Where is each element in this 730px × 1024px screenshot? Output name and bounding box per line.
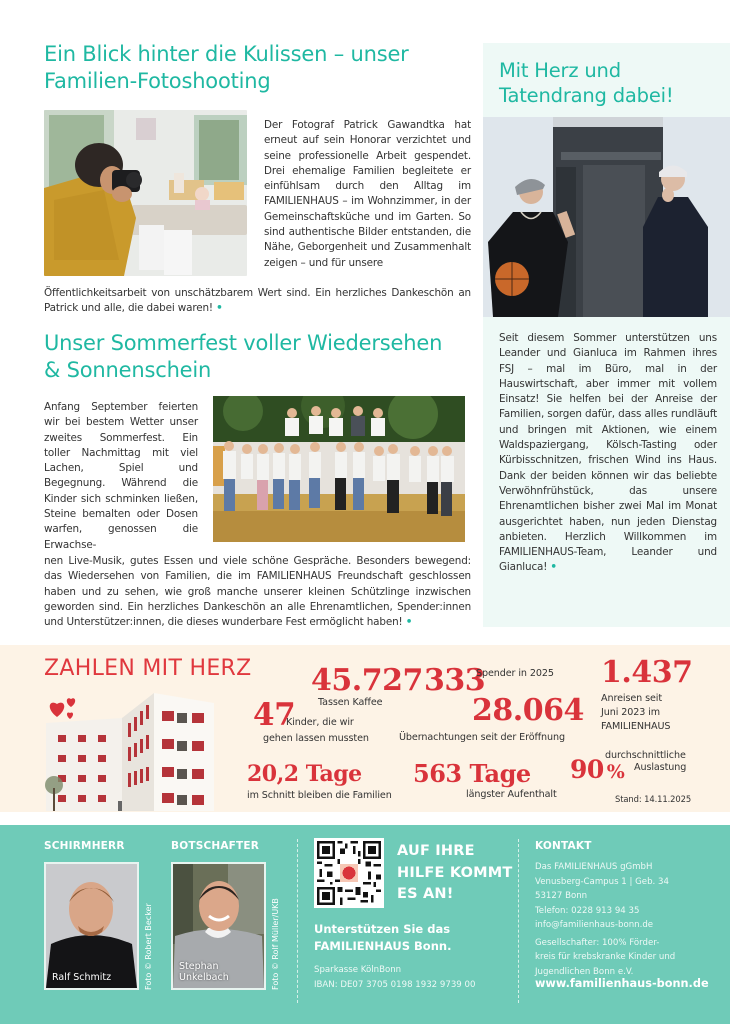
familienhaus-building-image xyxy=(44,683,244,813)
shareholder-line-1: Gesellschafter: 100% Förder- xyxy=(535,937,660,948)
stat-donors-value: 333 xyxy=(424,663,486,698)
patron-heading: SCHIRMHERR xyxy=(44,840,125,852)
summerfest-photo xyxy=(213,396,465,542)
stat-arrivals-value: 1.437 xyxy=(601,655,693,690)
photoshoot-text-end: Öffentlichkeitsarbeit von unschätzbarem Wert sind. Ein herzliches Dankeschön an Patrick und alle, die dabei waren! xyxy=(44,287,471,315)
summerfest-text-end: nen Live-Musik, gutes Essen und viele schöne Gespräche. Besonders bewegend: das Wiedersehen von Familien, die im FAMILIENHAUS Freundschaft geschlossen haben und zu sehen, wie groß manche unserer kleinen Schützlinge inzwischen geworden sind. Ein herzliches Dankeschön an alle Ehrenamtlichen, Spender:innen und Unterstützer:innen, die dieses wunderbare Fest ermöglicht haben! xyxy=(44,555,471,629)
stat-avgstay-label: im Schnitt bleiben die Familien xyxy=(247,790,392,801)
end-mark-icon: • xyxy=(405,616,413,629)
stat-nights-value: 28.064 xyxy=(472,693,584,728)
contact-heading: KONTAKT xyxy=(535,840,592,852)
stat-longest-value xyxy=(413,759,531,788)
photographer-image xyxy=(44,110,247,276)
photoshoot-heading: Ein Blick hinter die Kulissen – unser Familien-Fotoshooting xyxy=(44,42,409,93)
contact-company: Das FAMILIENHAUS gGmbH xyxy=(535,862,653,872)
fsj-heading: Mit Herz und Tatendrang dabei! xyxy=(499,59,674,107)
stats-band xyxy=(0,645,730,812)
help-heading xyxy=(397,841,513,906)
stat-donors-label: Spender in 2025 xyxy=(476,668,554,679)
patron-photo-credit: Foto © Robert Becker xyxy=(144,903,153,990)
stat-coffee-value: 45.727 xyxy=(311,663,423,698)
end-mark-icon: • xyxy=(550,561,557,574)
qr-code-icon xyxy=(317,841,381,905)
stat-avgstay-number: 20,2 xyxy=(247,761,299,787)
summerfest-text-full xyxy=(44,554,471,630)
help-line-3: ES AN! xyxy=(397,886,454,902)
photoshoot-photo xyxy=(44,110,247,276)
stat-longest-label: längster Aufenthalt xyxy=(466,789,557,800)
ambassador-name: Stephan Unkelbach xyxy=(179,961,229,983)
stat-arrivals-label-2: Juni 2023 im xyxy=(601,707,660,718)
bank-details xyxy=(314,963,475,993)
summerfest-heading: Unser Sommerfest voller Wiedersehen & Sonnenschein xyxy=(44,331,443,382)
footer-divider xyxy=(297,839,298,1003)
ambassador-heading: BOTSCHAFTER xyxy=(171,840,260,852)
photoshoot-text-full xyxy=(44,286,471,317)
bank-name: Sparkasse KölnBonn xyxy=(314,965,402,975)
stat-occupancy-unit: % xyxy=(606,761,625,783)
support-line-1: Unterstützen Sie das xyxy=(314,922,451,936)
patron-name: Ralf Schmitz xyxy=(52,972,112,983)
stat-arrivals-label-1: Anreisen seit xyxy=(601,693,663,704)
stat-avgstay-value xyxy=(247,761,362,787)
volunteers-image xyxy=(483,117,730,317)
stat-children-label-2: gehen lassen mussten xyxy=(263,733,369,744)
shareholder-line-2: kreis für krebskranke Kinder und xyxy=(535,952,676,962)
help-line-1: AUF IHRE xyxy=(397,843,475,859)
stat-occupancy-label-1: durchschnittliche xyxy=(605,750,686,761)
contact-block xyxy=(535,860,675,979)
end-mark-icon: • xyxy=(216,302,223,315)
footer xyxy=(0,825,730,1024)
stats-heading: ZAHLEN MIT HERZ xyxy=(44,656,252,681)
patron-portrait xyxy=(44,862,139,990)
stat-children-value: 47 xyxy=(253,697,296,733)
fsj-text xyxy=(499,331,717,576)
stat-nights-label: Übernachtungen seit der Eröffnung xyxy=(399,732,565,743)
contact-address: Venusberg-Campus 1 | Geb. 34 xyxy=(535,876,669,887)
stat-occupancy-number: 90 xyxy=(570,755,604,784)
iban: IBAN: DE07 3705 0198 1932 9739 00 xyxy=(314,980,476,990)
contact-phone[interactable]: Telefon: 0228 913 94 35 xyxy=(535,905,640,916)
contact-city: 53127 Bonn xyxy=(535,891,588,901)
stat-children-label-1: Kinder, die wir xyxy=(286,717,354,728)
summerfest-text-wrap: Anfang September feierten wir bei bestem Wetter unser zweites Sommerfest. Ein toller Nachmittag mit viel Lachen, Spiel und Begegnung. Während die Kinder sich schminken ließen, Steine bemalten oder Dosen warfen, genossen die Erwachse- xyxy=(44,401,198,551)
stat-arrivals-label-3: FAMILIENHAUS xyxy=(601,721,671,732)
stat-longest-number: 563 xyxy=(413,759,462,788)
help-line-2: HILFE KOMMT xyxy=(397,864,513,881)
support-line-2: FAMILIENHAUS Bonn. xyxy=(314,939,452,953)
patron-photo-image xyxy=(46,864,137,988)
ambassador-photo-credit: Foto © Rolf Müller/UKB xyxy=(271,898,280,990)
fsj-text-body: Seit diesem Sommer unterstützen uns Leander und Gianluca im Rahmen ihres FSJ – mal im Büro, mal in der Hauswirtschaft, aber immer mit vollem Einsatz! Sie helfen bei der Anreise der Familien, sorgen dafür, dass alles rundläuft und bringen mit Aktionen, wie einem Waldspaziergang, Kölsch-Tasting oder Kürbisschnitzen, frischen Wind ins Haus. Dank der beiden können wir das beliebte Verwöhnfrühstück, das unsere Ehrenamtlichen bisher zwei Mal im Monat ausgerichtet haben, nun jeden Dienstag anbieten. Herzlich Willkommen im FAMILIENHAUS-Team, Leander und Gianluca! xyxy=(499,332,717,574)
stats-as-of: Stand: 14.11.2025 xyxy=(615,794,692,804)
donation-qr-code[interactable] xyxy=(314,838,384,908)
photoshoot-text-wrap: Der Fotograf Patrick Gawandtka hat erneut auf sein Honorar verzichtet und seine professionelle Arbeit gespendet. Drei ehemalige Familien begleitete er einfühlsam durch den Alltag im FAMILIENHAUS – im Wohnzimmer, in der Gemeinschaftsküche und im Garten. So sind authentische Bilder entstanden, die Nähe, Geborgenheit und Zusammenhalt zeigen – und für unsere xyxy=(264,119,471,269)
stat-coffee-label: Tassen Kaffee xyxy=(318,697,383,708)
support-text xyxy=(314,921,451,955)
footer-divider xyxy=(518,839,519,1003)
stat-avgstay-unit: Tage xyxy=(305,761,362,787)
ambassador-portrait xyxy=(171,862,266,990)
stat-occupancy-label-2: Auslastung xyxy=(634,762,687,773)
stat-longest-unit: Tage xyxy=(469,759,531,788)
group-photo-image xyxy=(213,396,465,542)
fsj-photo xyxy=(483,117,730,317)
contact-email-link[interactable]: info@familienhaus-bonn.de xyxy=(535,920,654,930)
shareholder-line-3: Jugendlichen Bonn e.V. xyxy=(535,966,634,977)
website-link[interactable]: www.familienhaus-bonn.de xyxy=(535,977,709,990)
fsj-panel xyxy=(483,43,730,627)
